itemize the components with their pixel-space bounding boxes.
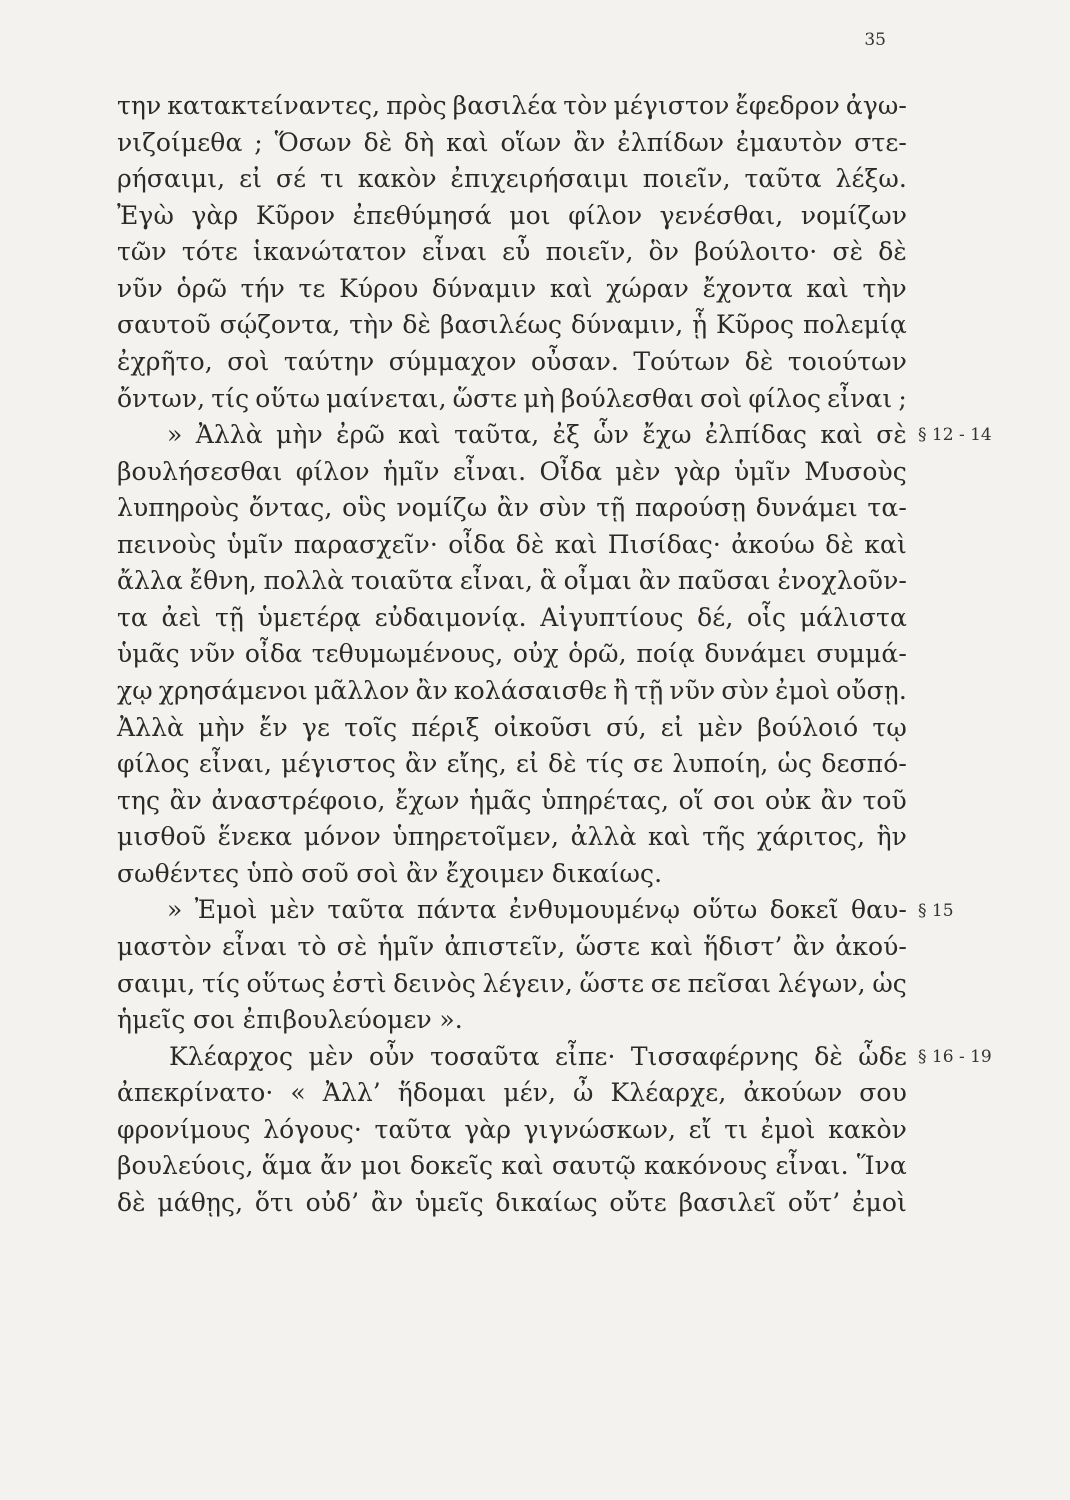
section-marker: § 15 (918, 900, 954, 921)
section-marker: § 16 - 19 (918, 1046, 992, 1067)
text-line: ὄντων, τίς οὕτω μαίνεται, ὥστε μὴ βούλεσθαι σοὶ φίλος εἶναι ; (117, 383, 907, 413)
text-line: δὲ μάθῃς, ὅτι οὐδ’ ἂν ὑμεῖς δικαίως οὔτε βασιλεῖ οὔτ’ ἐμοὶ (117, 1187, 907, 1217)
text-line: τα ἀεὶ τῇ ὑμετέρᾳ εὐδαιμονίᾳ. Αἰγυπτίους δέ, οἷς μάλιστα (117, 602, 907, 632)
text-line: βουλεύοις, ἅμα ἄν μοι δοκεῖς καὶ σαυτῷ κακόνους εἶναι. Ἵνα (117, 1151, 907, 1181)
text-line: σαυτοῦ σῴζοντα, τὴν δὲ βασιλέως δύναμιν, ᾗ Κῦρος πολεμίᾳ (117, 310, 907, 340)
text-line: μαστὸν εἶναι τὸ σὲ ἡμῖν ἀπιστεῖν, ὥστε καὶ ἥδιστ’ ἂν ἀκού- (117, 931, 907, 961)
page-number: 35 (864, 30, 886, 50)
text-line: φρονίμους λόγους· ταῦτα γὰρ γιγνώσκων, εἴ τι ἐμοὶ κακὸν (117, 1114, 907, 1144)
text-line: Ἀλλὰ μὴν ἔν γε τοῖς πέριξ οἰκοῦσι σύ, εἰ μὲν βούλοιό τῳ (117, 712, 907, 742)
text-line: ἀπεκρίνατο· « Ἀλλ’ ἥδομαι μέν, ὦ Κλέαρχε, ἀκούων σου (117, 1078, 907, 1108)
text-line: ἡμεῖς σοι ἐπιβουλεύομεν ». (117, 1005, 463, 1035)
text-line: φίλος εἶναι, μέγιστος ἂν εἴης, εἰ δὲ τίς σε λυποίη, ὡς δεσπό- (117, 749, 907, 779)
text-line: πεινοὺς ὑμῖν παρασχεῖν· οἶδα δὲ καὶ Πισίδας· ἀκούω δὲ καὶ (117, 529, 907, 559)
text-line: χῳ χρησάμενοι μᾶλλον ἂν κολάσαισθε ἢ τῇ νῦν σὺν ἐμοὶ οὔσῃ. (117, 676, 907, 705)
text-line: μισθοῦ ἕνεκα μόνον ὑπηρετοῖμεν, ἀλλὰ καὶ τῆς χάριτος, ἣν (117, 822, 907, 852)
text-line: βουλήσεσθαι φίλον ἡμῖν εἶναι. Οἶδα μὲν γὰρ ὑμῖν Μυσοὺς (117, 456, 907, 486)
text-line: νιζοίμεθα ; Ὅσων δὲ δὴ καὶ οἵων ἂν ἐλπίδων ἐμαυτὸν στε- (117, 127, 907, 157)
text-line: » Ἀλλὰ μὴν ἐρῶ καὶ ταῦτα, ἐξ ὧν ἔχω ἐλπίδας καὶ σὲ (167, 420, 907, 450)
text-line: ἄλλα ἔθνη, πολλὰ τοιαῦτα εἶναι, ἃ οἶμαι ἂν παῦσαι ἐνοχλοῦν- (117, 566, 907, 596)
section-marker: § 12 - 14 (918, 425, 992, 446)
text-line: ρήσαιμι, εἰ σέ τι κακὸν ἐπιχειρήσαιμι ποιεῖν, ταῦτα λέξω. (117, 164, 907, 194)
text-line: νῦν ὁρῶ τήν τε Κύρου δύναμιν καὶ χώραν ἔχοντα καὶ τὴν (117, 273, 907, 303)
text-line: ἐχρῆτο, σοὶ ταύτην σύμμαχον οὖσαν. Τούτων δὲ τοιούτων (117, 346, 907, 376)
text-body (117, 88, 907, 1221)
text-line: λυπηροὺς ὄντας, οὓς νομίζω ἂν σὺν τῇ παρούσῃ δυνάμει τα- (117, 493, 907, 523)
text-line: την κατακτείναντες, πρὸς βασιλέα τὸν μέγιστον ἔφεδρον ἀγω- (117, 91, 907, 120)
text-line: Ἐγὼ γὰρ Κῦρον ἐπεθύμησά μοι φίλον γενέσθαι, νομίζων (117, 200, 907, 230)
text-line: σωθέντες ὑπὸ σοῦ σοὶ ἂν ἔχοιμεν δικαίως. (117, 858, 663, 888)
text-line: » Ἐμοὶ μὲν ταῦτα πάντα ἐνθυμουμένῳ οὕτω δοκεῖ θαυ- (167, 895, 907, 925)
text-line: ὑμᾶς νῦν οἶδα τεθυμωμένους, οὐχ ὁρῶ, ποίᾳ δυνάμει συμμά- (117, 639, 907, 669)
text-line: σαιμι, τίς οὕτως ἐστὶ δεινὸς λέγειν, ὥστε σε πεῖσαι λέγων, ὡς (117, 968, 907, 998)
text-line: τῶν τότε ἱκανώτατον εἶναι εὖ ποιεῖν, ὃν βούλοιτο· σὲ δὲ (117, 237, 907, 267)
text-line: της ἂν ἀναστρέφοιο, ἔχων ἡμᾶς ὑπηρέτας, οἵ σοι οὐκ ἂν τοῦ (117, 785, 907, 815)
text-line: Κλέαρχος μὲν οὖν τοσαῦτα εἶπε· Τισσαφέρνης δὲ ὧδε (169, 1041, 907, 1071)
